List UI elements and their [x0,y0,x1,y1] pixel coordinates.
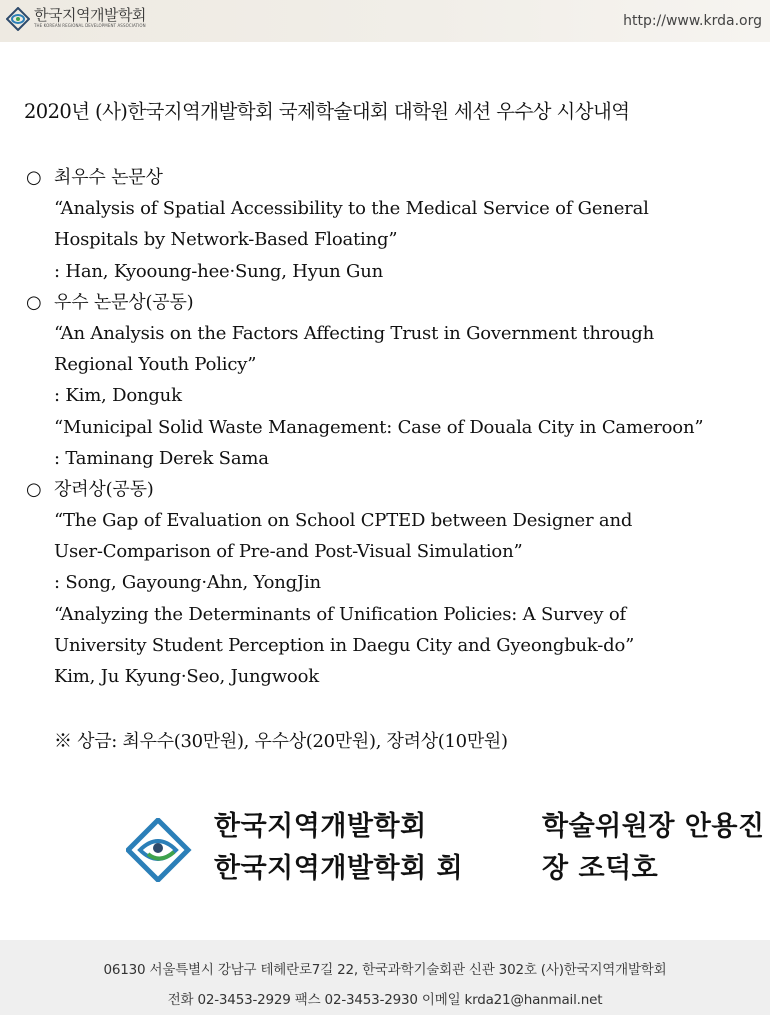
paper-title-line: “Analysis of Spatial Accessibility to the Medical Service of General [54,198,649,220]
signature-role: 장 조덕호 [542,853,659,884]
paper-authors: : Kim, Donguk [54,385,182,407]
circle-bullet-icon: ○ [26,478,42,500]
footer-address: 06130 서울특별시 강남구 테헤란로7길 22, 한국과학기술회관 신관 302호 (사)한국지역개발학회 [103,962,667,978]
header-logo-text: 한국지역개발학회 [34,6,146,24]
prize-note: ※ 상금: 최우수(30만원), 우수상(20만원), 장려상(10만원) [54,731,508,752]
footer-contact: 전화 02-3453-2929 팩스 02-3453-2930 이메일 krda21@hanmail.net [167,992,603,1008]
paper-title-line: Regional Youth Policy” [54,354,257,376]
paper-title-line: “An Analysis on the Factors Affecting Trust in Government through [54,322,654,344]
krda-emblem-icon [126,818,206,882]
page-title: 2020년 (사)한국지역개발학회 국제학술대회 대학원 세션 우수상 시상내역 [24,100,630,123]
award-category [26,287,756,318]
signature-org: 한국지역개발학회 회 [214,853,464,884]
award-category [26,162,756,193]
page-footer [0,940,770,1015]
award-category-label: 장려상(공동) [54,478,154,500]
paper-title-line: “Analyzing the Determinants of Unification Policies: A Survey of [54,603,626,625]
awards-list [26,162,756,692]
header-logo[interactable] [6,7,146,31]
page-header [0,0,770,42]
paper-title-line: “Municipal Solid Waste Management: Case of Douala City in Cameroon” [54,416,704,438]
circle-bullet-icon: ○ [26,167,42,188]
paper-authors: : Song, Gayoung·Ahn, YongJin [54,572,321,594]
paper-authors: Kim, Ju Kyung·Seo, Jungwook [54,666,319,687]
award-category-label: 우수 논문상(공동) [54,291,194,313]
header-logo-subtext: THE KOREAN REGIONAL DEVELOPMENT ASSOCIATION [34,23,146,28]
signature-block [214,806,765,890]
award-category-label: 최우수 논문상 [54,167,163,188]
paper-title-line: Hospitals by Network-Based Floating” [54,229,398,251]
paper-title-line: “The Gap of Evaluation on School CPTED between Designer and [54,510,633,532]
paper-title-line: User-Comparison of Pre-and Post-Visual Simulation” [54,541,523,563]
paper-authors: : Taminang Derek Sama [54,447,269,469]
circle-bullet-icon: ○ [26,291,42,313]
signature-org: 한국지역개발학회 [214,811,427,842]
paper-authors: : Han, Kyooung-hee·Sung, Hyun Gun [54,260,384,282]
award-category [26,474,756,505]
signature-role: 학술위원장 안용진 [542,811,765,842]
krda-logo-icon [6,7,30,31]
paper-title-line: University Student Perception in Daegu City and Gyeongbuk-do” [54,634,635,656]
header-url-link[interactable]: http://www.krda.org [623,13,762,29]
